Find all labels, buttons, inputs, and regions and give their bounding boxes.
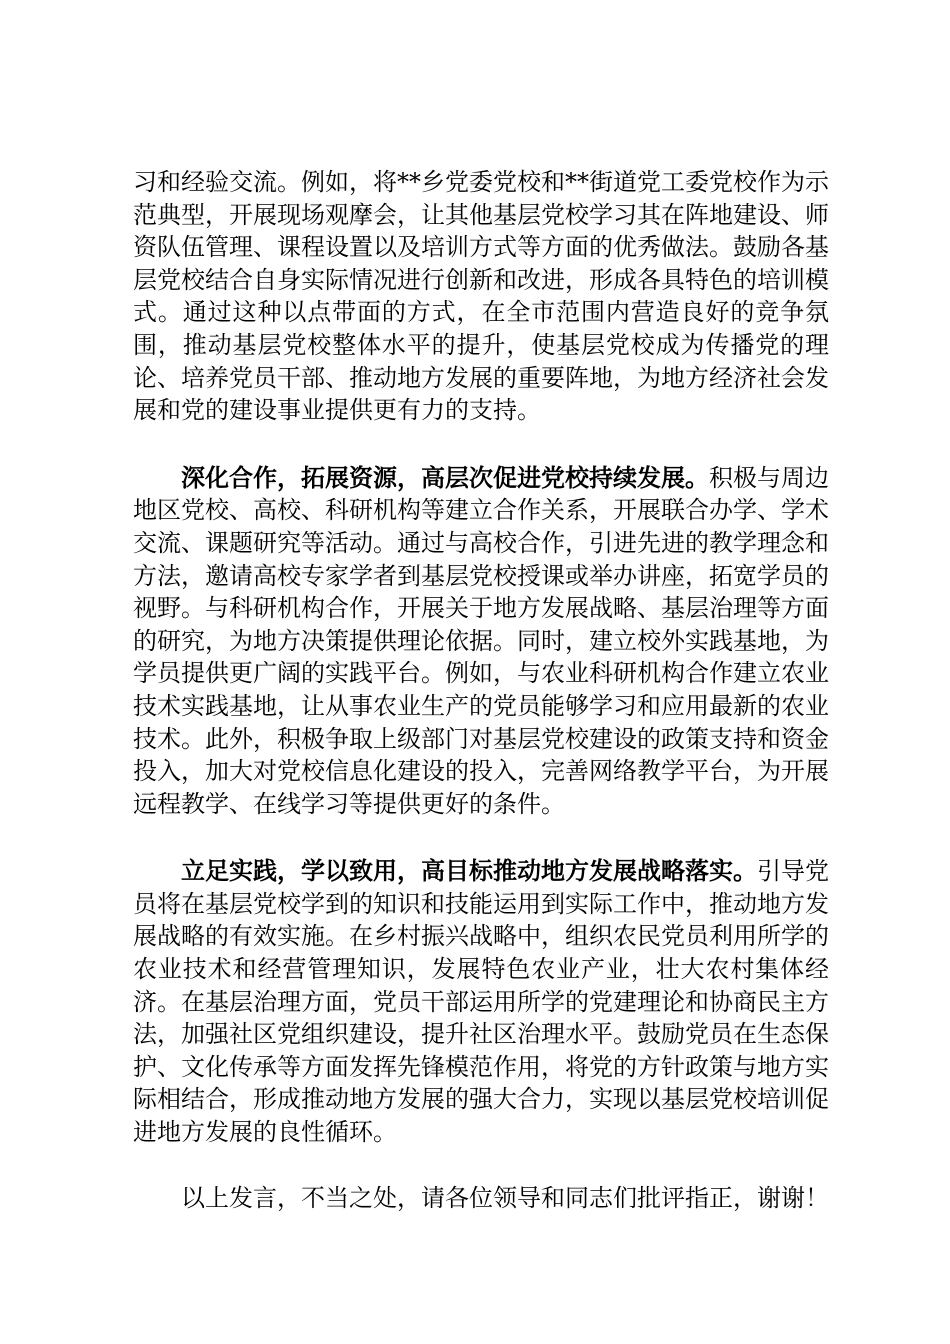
paragraph-text: 引导党员将在基层党校学到的知识和技能运用到实际工作中，推动地方发展战略的有效实施。在乡村振兴战略中，组织农民党员利用所学的农业技术和经营管理知识，发展特色农业产业，壮大农村集体经济。在基层治理方面，党员干部运用所学的党建理论和协商民主方法，加强社区党组织建设，提升社区治理水平。鼓励党员在生态保护、文化传承等方面发挥先锋模范作用，将党的方针政策与地方实际相结合，形成推动地方发展的强大合力，实现以基层党校培训促进地方发展的良性循环。 [133, 857, 829, 1147]
paragraph-closing [133, 1182, 829, 1215]
paragraph-cooperation [133, 462, 829, 821]
paragraph-practice [133, 855, 829, 1148]
paragraph-text: 积极与周边地区党校、高校、科研机构等建立合作关系，开展联合办学、学术交流、课题研究等活动。通过与高校合作，引进先进的教学理念和方法，邀请高校专家学者到基层党校授课或举办讲座，拓宽学员的视野。与科研机构合作，开展关于地方发展战略、基层治理等方面的研究，为地方决策提供理论依据。同时，建立校外实践基地，为学员提供更广阔的实践平台。例如，与农业科研机构合作建立农业技术实践基地，让从事农业生产的党员能够学习和应用最新的农业技术。此外，积极争取上级部门对基层党校建设的政策支持和资金投入，加大对党校信息化建设的投入，完善网络教学平台，为开展远程教学、在线学习等提供更好的条件。 [133, 463, 829, 818]
paragraph-text: 习和经验交流。例如，将**乡党委党校和**街道党工委党校作为示范典型，开展现场观摩会，让其他基层党校学习其在阵地建设、师资队伍管理、课程设置以及培训方式等方面的优秀做法。鼓励各基层党校结合自身实际情况进行创新和改进，形成各具特色的培训模式。通过这种以点带面的方式，在全市范围内营造良好的竞争氛围，推动基层党校整体水平的提升，使基层党校成为传播党的理论、培养党员干部、推动地方发展的重要阵地，为地方经济社会发展和党的建设事业提供更有力的支持。 [133, 168, 829, 425]
paragraph-heading: 立足实践，学以致用，高目标推动地方发展战略落实。 [181, 856, 757, 886]
paragraph-heading: 深化合作，拓展资源，高层次促进党校持续发展。 [181, 462, 709, 492]
document-body [133, 166, 829, 1214]
paragraph-text: 以上发言，不当之处，请各位领导和同志们批评指正，谢谢！ [181, 1183, 829, 1212]
paragraph-continuation [133, 166, 829, 427]
